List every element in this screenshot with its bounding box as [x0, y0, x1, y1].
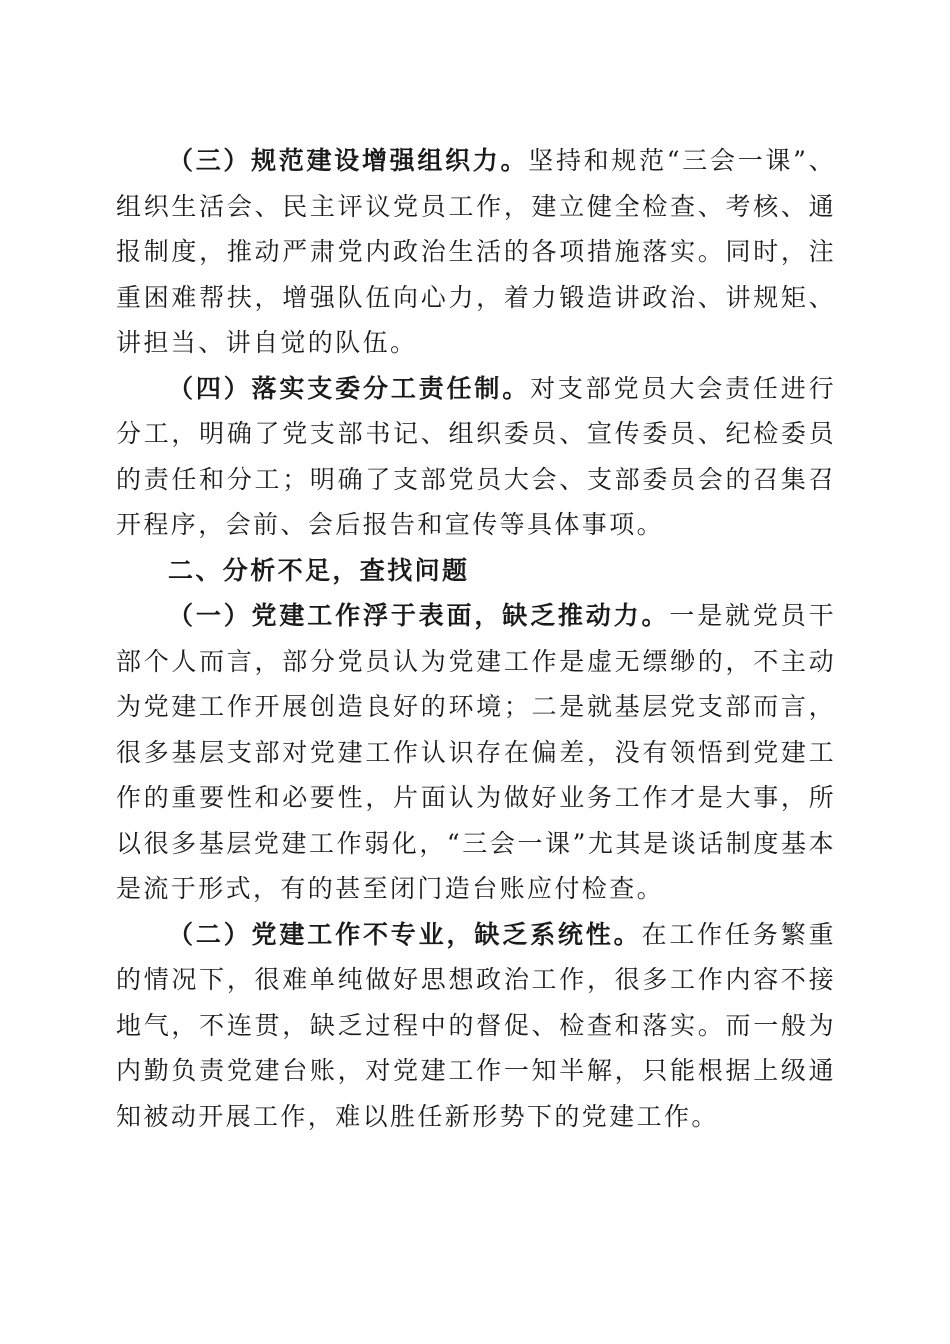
section-heading: 二、分析不足，查找问题 [168, 555, 470, 585]
document-body [116, 138, 836, 1139]
paragraph-text: 一是就党员干部个人而言，部分党员认为党建工作是虚无缥缈的，不主动为党建工作开展创造良好的环境；二是就基层党支部而言，很多基层支部对党建工作认识存在偏差，没有领悟到党建工作的重要性和必要性，片面认为做好业务工作才是大事，所以很多基层党建工作弱化，“三会一课”尤其是谈话制度基本是流于形式，有的甚至闭门造台账应付检查。 [116, 601, 837, 903]
paragraph-problem-1 [116, 593, 836, 912]
paragraph-lead: （四）落实支委分工责任制。 [168, 373, 531, 403]
paragraph-text: 在工作任务繁重的情况下，很难单纯做好思想政治工作，很多工作内容不接地气，不连贯，缺乏过程中的督促、检查和落实。而一般为内勤负责党建台账，对党建工作一知半解，只能根据上级通知被动开展工作，难以胜任新形势下的党建工作。 [116, 919, 836, 1131]
paragraph-lead: （一）党建工作浮于表面，缺乏推动力。 [168, 601, 670, 630]
paragraph-section-4 [116, 366, 836, 548]
paragraph-lead: （三）规范建设增强组织力。 [168, 146, 529, 175]
paragraph-lead: （二）党建工作不专业，缺乏系统性。 [168, 919, 642, 949]
paragraph-section-3 [116, 138, 836, 366]
paragraph-text: 坚持和规范“三会一课”、组织生活会、民主评议党员工作，建立健全检查、考核、通报制度，推动严肃党内政治生活的各项措施落实。同时，注重困难帮扶，增强队伍向心力，着力锻造讲政治、讲规矩、讲担当、讲自觉的队伍。 [116, 146, 836, 357]
paragraph-text: 对支部党员大会责任进行分工，明确了党支部书记、组织委员、宣传委员、纪检委员的责任和分工；明确了支部党员大会、支部委员会的召集召开程序，会前、会后报告和宣传等具体事项。 [116, 373, 836, 539]
paragraph-problem-2 [116, 912, 836, 1140]
